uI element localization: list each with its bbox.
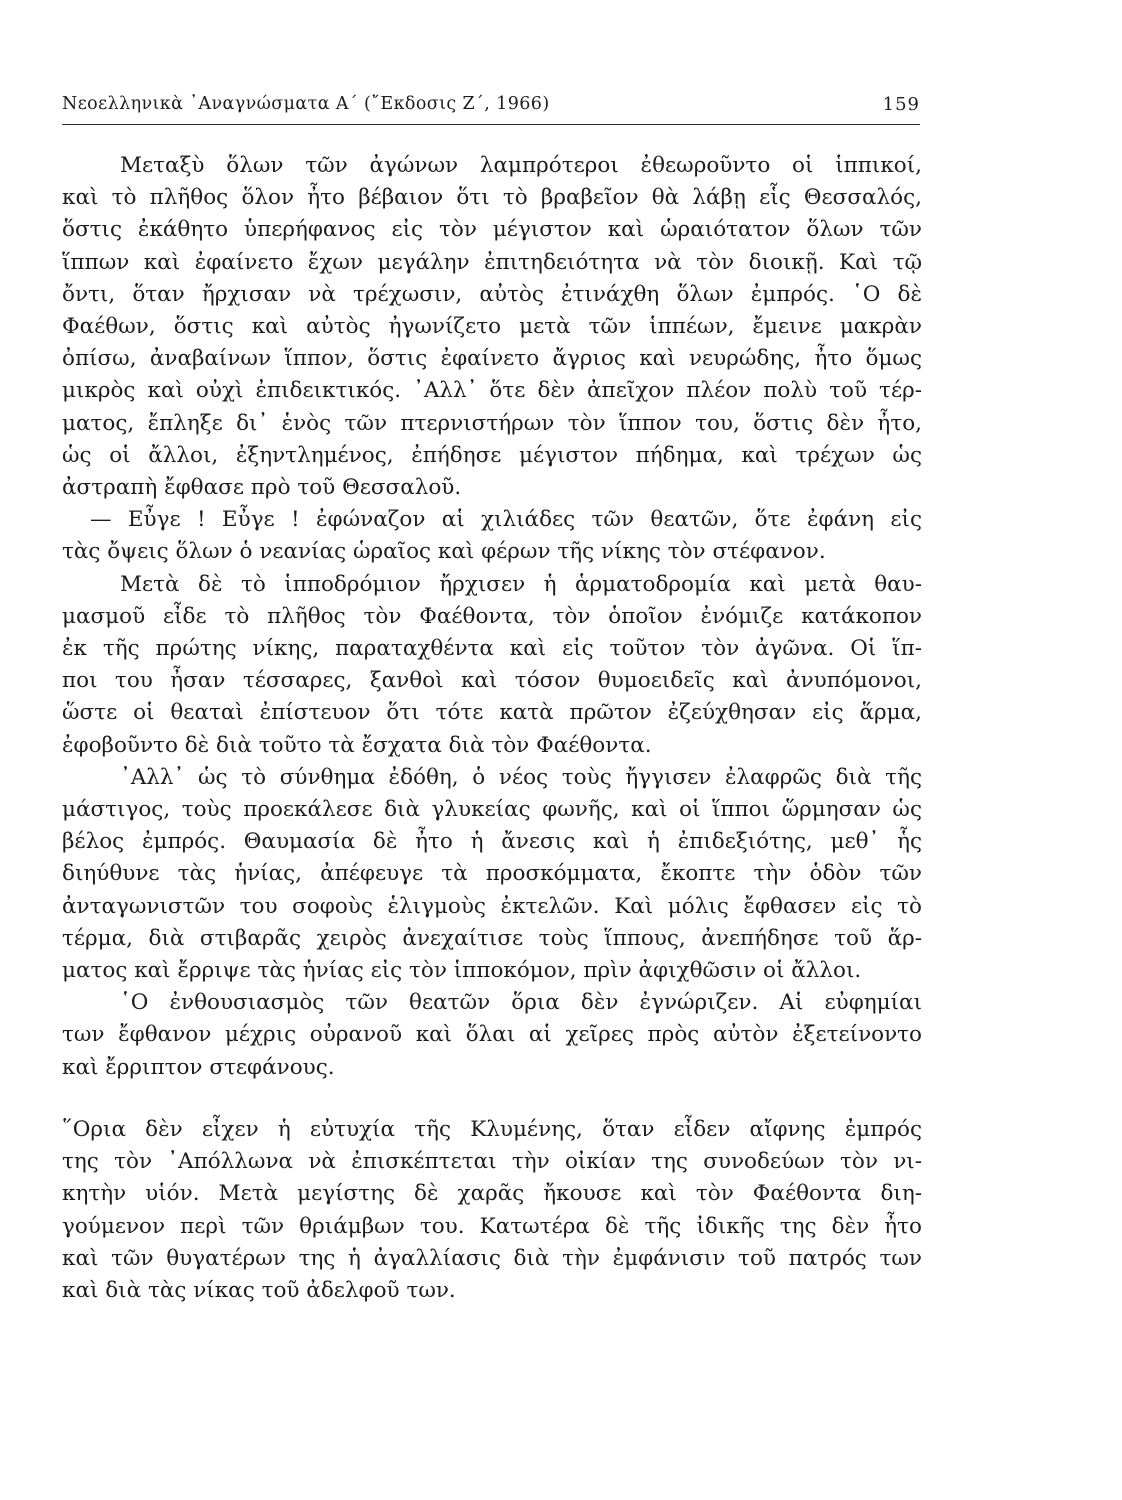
text-line: μασμοῦ εἶδε τὸ πλῆθος τὸν Φαέθοντα, τὸν ὁποῖον ἐνόμιζε κατάκοπον: [62, 603, 922, 629]
text-line: ἀνταγωνιστῶν του σοφοὺς ἑλιγμοὺς ἐκτελῶν. Καὶ μόλις ἔφθασεν εἰς τὸ: [62, 893, 922, 919]
text-line: τὰς ὄψεις ὅλων ὁ νεανίας ὡραῖος καὶ φέρων τῆς νίκης τὸν στέφανον.: [62, 539, 826, 565]
body-text: [62, 150, 922, 1307]
section-gap: [62, 1084, 922, 1114]
paragraph-1: [62, 150, 922, 504]
text-line: καὶ ἔρριπτον στεφάνους.: [62, 1054, 335, 1080]
paragraph-6: [62, 1114, 922, 1307]
text-line: κητὴν υἱόν. Μετὰ μεγίστης δὲ χαρᾶς ἤκουσε καὶ τὸν Φαέθοντα διη-: [62, 1181, 922, 1207]
text-line: ἐφοβοῦντο δὲ διὰ τοῦτο τὰ ἔσχατα διὰ τὸν Φαέθοντα.: [62, 732, 652, 758]
running-title: Νεοελληνικὰ ᾿Αναγνώσματα Α΄ (῎Εκδοσις Ζ΄, 1966): [62, 94, 550, 114]
text-line: της τὸν ᾿Απόλλωνα νὰ ἐπισκέπτεται τὴν οἰκίαν της συνοδεύων τὸν νι-: [62, 1149, 922, 1175]
text-line: βέλος ἐμπρός. Θαυμασία δὲ ἦτο ἡ ἄνεσις καὶ ἡ ἐπιδεξιότης, μεθ᾿ ἧς: [62, 829, 922, 855]
text-line: των ἔφθανον μέχρις οὐρανοῦ καὶ ὅλαι αἱ χεῖρες πρὸς αὐτὸν ἐξετείνοντο: [62, 1022, 922, 1048]
text-line: ματος, ἔπληξε δι᾿ ἑνὸς τῶν πτερνιστήρων τὸν ἵππον του, ὅστις δὲν ἦτο,: [62, 410, 922, 436]
running-header: [62, 90, 920, 125]
text-line: Μετὰ δὲ τὸ ἱπποδρόμιον ἤρχισεν ἡ ἁρματοδρομία καὶ μετὰ θαυ-: [120, 571, 922, 597]
paragraph-4: [62, 762, 922, 987]
text-line: ῞Ορια δὲν εἶχεν ἡ εὐτυχία τῆς Κλυμένης, ὅταν εἶδεν αἴφνης ἐμπρός: [62, 1116, 922, 1142]
text-line: καὶ τῶν θυγατέρων της ἡ ἀγαλλίασις διὰ τὴν ἐμφάνισιν τοῦ πατρός των: [62, 1245, 922, 1271]
text-line: — Εὖγε ! Εὖγε ! ἐφώναζον αἱ χιλιάδες τῶν θεατῶν, ὅτε ἐφάνη εἰς: [90, 507, 922, 533]
text-line: ὡς οἱ ἄλλοι, ἐξηντλημένος, ἐπήδησε μέγιστον πήδημα, καὶ τρέχων ὡς: [62, 442, 922, 468]
text-line: ὥστε οἱ θεαταὶ ἐπίστευον ὅτι τότε κατὰ πρῶτον ἐζεύχθησαν εἰς ἅρμα,: [62, 700, 922, 726]
text-line: ῾Ο ἐνθουσιασμὸς τῶν θεατῶν ὅρια δὲν ἐγνώριζεν. Αἱ εὐφημίαι: [120, 990, 922, 1016]
text-line: γούμενον περὶ τῶν θριάμβων του. Κατωτέρα δὲ τῆς ἰδικῆς της δὲν ἦτο: [62, 1213, 922, 1239]
text-line: ὅστις ἐκάθητο ὑπερήφανος εἰς τὸν μέγιστον καὶ ὡραιότατον ὅλων τῶν: [62, 217, 922, 243]
paragraph-2: [62, 504, 922, 568]
text-line: ματος καὶ ἔρριψε τὰς ἡνίας εἰς τὸν ἱπποκόμον, πρὶν ἀφιχθῶσιν οἱ ἄλλοι.: [62, 958, 862, 984]
text-line: καὶ διὰ τὰς νίκας τοῦ ἀδελφοῦ των.: [62, 1277, 456, 1303]
text-line: μικρὸς καὶ οὐχὶ ἐπιδεικτικός. ᾿Αλλ᾿ ὅτε δὲν ἀπεῖχον πλέον πολὺ τοῦ τέρ-: [62, 378, 922, 404]
text-line: Μεταξὺ ὅλων τῶν ἀγώνων λαμπρότεροι ἐθεωροῦντο οἱ ἱππικοί,: [120, 153, 922, 178]
text-line: διηύθυνε τὰς ἡνίας, ἀπέφευγε τὰ προσκόμματα, ἔκοπτε τὴν ὁδὸν τῶν: [62, 861, 922, 887]
paragraph-5: [62, 987, 922, 1084]
text-line: καὶ τὸ πλῆθος ὅλον ἦτο βέβαιον ὅτι τὸ βραβεῖον θὰ λάβῃ εἷς Θεσσαλός,: [62, 185, 922, 211]
text-line: ἐκ τῆς πρώτης νίκης, παραταχθέντα καὶ εἰς τοῦτον τὸν ἀγῶνα. Οἱ ἵπ-: [62, 636, 922, 662]
text-line: ὀπίσω, ἀναβαίνων ἵππον, ὅστις ἐφαίνετο ἄγριος καὶ νευρώδης, ἦτο ὅμως: [62, 346, 922, 372]
text-line: ᾿Αλλ᾿ ὡς τὸ σύνθημα ἐδόθη, ὁ νέος τοὺς ἤγγισεν ἐλαφρῶς διὰ τῆς: [120, 764, 922, 790]
text-line: ἵππων καὶ ἐφαίνετο ἔχων μεγάλην ἐπιτηδειότητα νὰ τὸν διοικῇ. Καὶ τῷ: [62, 249, 922, 275]
page-number: 159: [882, 94, 920, 115]
text-line: μάστιγος, τοὺς προεκάλεσε διὰ γλυκείας φωνῆς, καὶ οἱ ἵπποι ὥρμησαν ὡς: [62, 797, 922, 823]
text-line: ποι του ἦσαν τέσσαρες, ξανθοὶ καὶ τόσον θυμοειδεῖς καὶ ἀνυπόμονοι,: [62, 668, 922, 694]
text-line: τέρμα, διὰ στιβαρᾶς χειρὸς ἀνεχαίτισε τοὺς ἵππους, ἀνεπήδησε τοῦ ἅρ-: [62, 925, 922, 951]
paragraph-3: [62, 569, 922, 762]
text-line: Φαέθων, ὅστις καὶ αὐτὸς ἠγωνίζετο μετὰ τῶν ἱππέων, ἔμεινε μακρὰν: [62, 314, 922, 340]
text-line: ὄντι, ὅταν ἤρχισαν νὰ τρέχωσιν, αὐτὸς ἐτινάχθη ὅλων ἐμπρός. ῾Ο δὲ: [62, 281, 922, 307]
text-line: ἀστραπὴ ἔφθασε πρὸ τοῦ Θεσσαλοῦ.: [62, 475, 462, 501]
